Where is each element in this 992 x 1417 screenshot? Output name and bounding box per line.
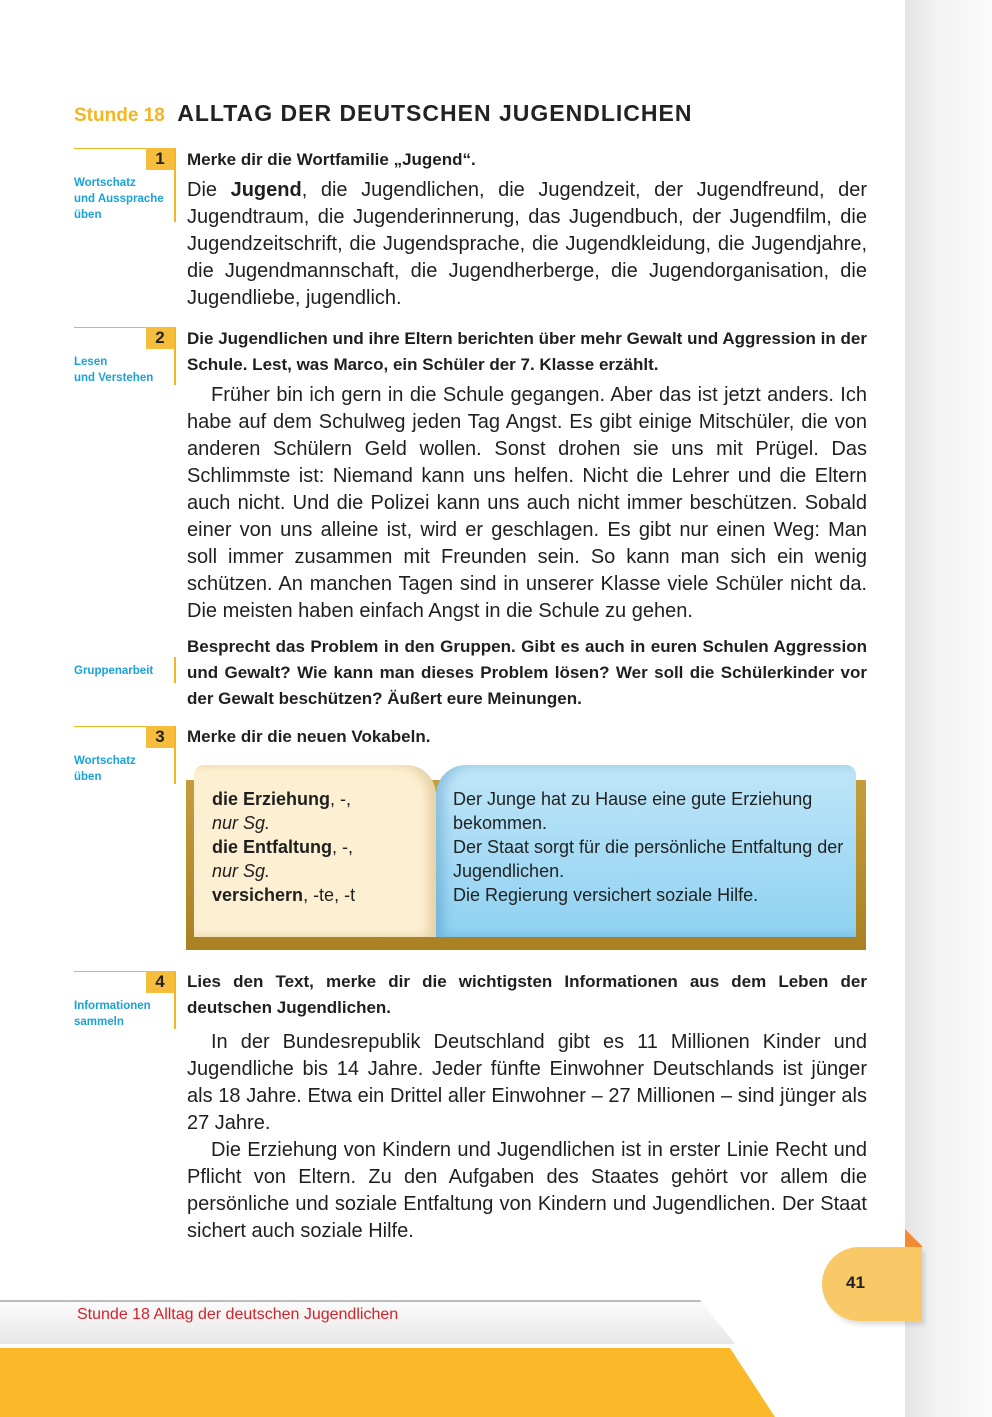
key-word: Jugend [230,179,302,201]
exercise-category-label: Wortschatz üben [74,755,136,783]
exercise-4 [187,969,867,1245]
exercise-2-text: Früher bin ich gern in die Schule gegangen. Aber das ist jetzt anders. Ich habe auf dem Schulweg jeden Tag Angst. Es gibt einige Mitschüler, die von anderen Schülern Geld wollen. Sonst drohen sie uns mit Prügel. Das Schlimmste ist: Niemand kann uns helfen. Nicht die Lehrer und die Eltern auch nicht. Und die Polizei kann uns auch nicht immer beschützen. Sobald einer von uns alleine ist, wird er geschlagen. Es gibt nur einen Weg: Man soll immer zusammen mit Freunden sein. So kann man sich ein wenig schützen. An manchen Tagen sind in unserer Klasse viele Schüler nicht da. Die meisten haben einfach Angst in die Schule zu gehen. [187,384,867,622]
exercise-3-sidebar [74,726,176,784]
exercise-number-badge: 4 [146,971,174,993]
exercise-4-sidebar [74,971,176,1029]
exercise-1 [187,147,867,312]
vocab-note: nur Sg. [212,861,271,881]
lesson-number: Stunde 18 [74,105,165,126]
exercise-1-instruction: Merke dir die Wortfamilie „Jugend“. [187,150,476,169]
exercise-2-instruction: Die Jugendlichen und ihre Eltern berichten über mehr Gewalt und Aggression in der Schule. Lest, was Marco, ein Schüler der 7. Klasse erzählt. [187,329,867,374]
example-sentence: Der Junge hat zu Hause eine gute Erziehung bekommen. [453,789,813,833]
exercise-4-instruction: Lies den Text, merke dir die wichtigsten Informationen aus dem Leben der deutschen Jugendlichen. [187,972,867,1017]
exercise-1-text: Die Jugend, die Jugendlichen, die Jugendzeit, der Jugendfreund, der Jugendtraum, die Jugenderinnerung, das Jugendbuch, der Jugendfilm, die Jugendzeitschrift, die Jugendsprache, die Jugendkleidung, die Jugendjahre, die Jugendmannschaft, die Jugendherberge, die Jugendorganisation, die Jugendliebe, jugendlich. [187,179,867,309]
group-work [187,634,867,712]
exercise-3-instruction: Merke dir die neuen Vokabeln. [187,727,431,746]
exercise-category-label: Wortschatz und Aussprache üben [74,177,164,221]
vocabulary-examples [453,787,848,907]
group-work-sidebar [74,657,176,683]
footer-yellow-band [0,1348,775,1417]
vocab-note: nur Sg. [212,813,271,833]
vocab-entry: versichern, -te, -t [212,885,356,905]
vocab-entry: die Entfaltung, -, [212,837,353,857]
example-sentence: Der Staat sorgt für die persönliche Entfaltung der Jugendlichen. [453,837,844,881]
page-number-tab [822,1247,922,1321]
running-footer-title: Stunde 18 Alltag der deutschen Jugendlichen [77,1306,399,1323]
exercise-2 [187,326,867,625]
vocabulary-list [212,787,432,907]
exercise-category-label: Lesen und Verstehen [74,356,154,384]
exercise-category-label: Informationen sammeln [74,1000,151,1028]
exercise-category-label: Gruppenarbeit [74,665,154,677]
exercise-number-badge: 2 [146,327,174,349]
vocabulary-book [186,765,866,950]
group-work-instruction: Besprecht das Problem in den Gruppen. Gibt es auch in euren Schulen Aggression und Gewalt? Wie kann man dieses Problem lösen? Wer soll die Schülerkinder vor der Gewalt beschützen? Äußert eure Meinungen. [187,637,867,708]
exercise-3 [187,724,867,750]
page-header [74,100,692,127]
page-title: ALLTAG DER DEUTSCHEN JUGENDLICHEN [177,100,693,126]
page-number: 41 [846,1273,865,1292]
exercise-2-sidebar [74,327,176,385]
vocab-entry: die Erziehung, -, [212,789,352,809]
page-tab-corner [905,1229,923,1247]
exercise-1-sidebar [74,148,176,222]
page-edge-shadow [905,0,992,1417]
example-sentence: Die Regierung versichert soziale Hilfe. [453,885,759,905]
exercise-4-paragraph: In der Bundesrepublik Deutschland gibt es 11 Millionen Kinder und Jugendliche bis 14 Jahre. Jeder fünfte Einwohner Deutschlands ist jünger als 18 Jahre. Etwa ein Drittel aller Einwohner – 27 Millionen – sind jünger als 27 Jahre. [187,1031,867,1134]
exercise-number-badge: 1 [146,148,174,170]
exercise-number-badge: 3 [146,726,174,748]
exercise-4-paragraph: Die Erziehung von Kindern und Jugendlichen ist in erster Linie Recht und Pflicht von Eltern. Zu den Aufgaben des Staates gehört vor allem die persönliche und soziale Entfaltung von Kindern und Jugendlichen. Der Staat sichert auch soziale Hilfe. [187,1139,867,1242]
